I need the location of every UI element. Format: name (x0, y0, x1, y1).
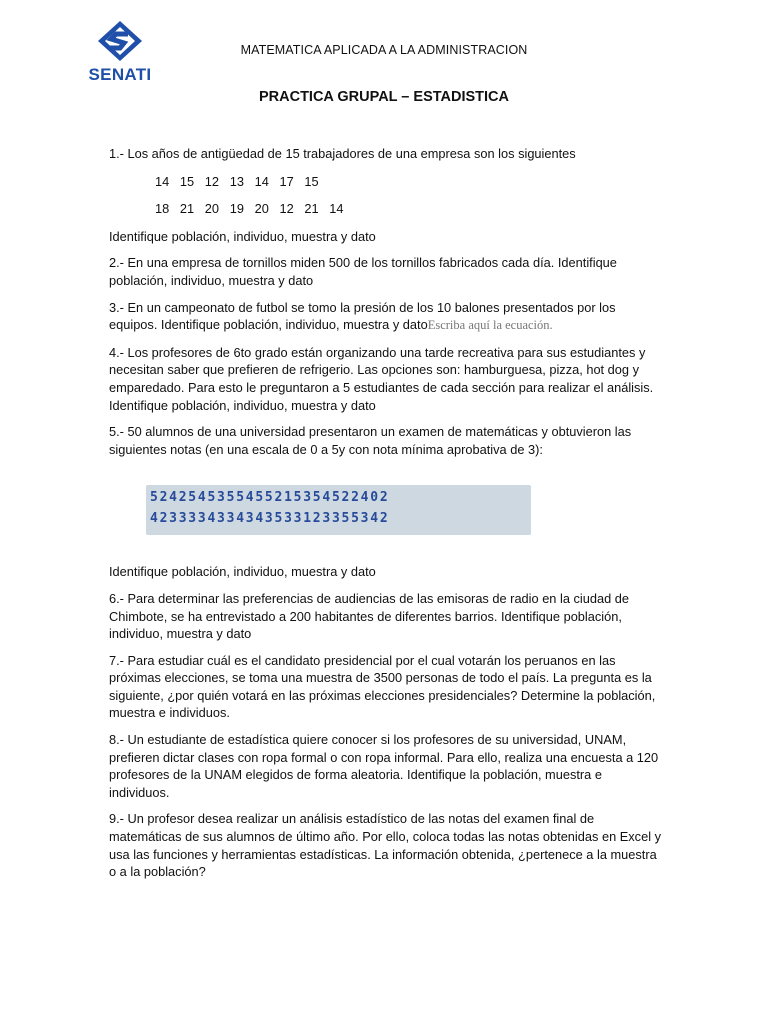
logo-text: SENATI (88, 65, 152, 84)
question-3 (109, 299, 661, 335)
question-1: 1.- Los años de antigüedad de 15 trabajadores de una empresa son los siguientes (109, 146, 576, 161)
question-6: 6.- Para determinar las preferencias de audiencias de las emisoras de radio en la ciudad de Chimbote, se ha entrevistado a 200 habitantes de diferentes barrios. Identifique población, individuo, muestra y dato (109, 590, 629, 642)
question-7: 7.- Para estudiar cuál es el candidato presidencial por el cual votarán los peruanos en las próximas elecciones, se toma una muestra de 3500 personas de todo el país. La pregunta es la siguiente, ¿por quién votará en las próximas elecciones presidenciales? Determine la población, muestra e individuos. (109, 652, 656, 721)
question-4: 4.- Los profesores de 6to grado están organizando una tarde recreativa para sus estudiantes y necesitan saber que prefieren de refrigerio. Las opciones son: hamburguesa, pizza, hot dog y emparedado. Para esto le preguntaron a 5 estudiantes de cada sección para realizar el análisis. Identifique población, individuo, muestra y dato (109, 344, 654, 413)
document-title: PRACTICA GRUPAL – ESTADISTICA (258, 89, 509, 105)
question-1-ask: Identifique población, individuo, muestra y dato (109, 228, 376, 244)
grades-row-1: 5242545355455215354522402 (150, 490, 390, 506)
exercise-list (109, 145, 661, 881)
data-row-2: 18 21 20 19 20 12 21 14 (155, 201, 344, 217)
question-5-ask: Identifique población, individuo, muestra y dato (109, 564, 376, 580)
equation-placeholder[interactable]: Escriba aquí la ecuación. (427, 318, 553, 333)
question-2: 2.- En una empresa de tornillos miden 500 de los tornillos fabricados cada día. Identifique población, individuo, muestra y dato (109, 255, 617, 288)
question-9: 9.- Un profesor desea realizar un análisis estadístico de las notas del examen final de matemáticas de sus alumnos de último año. Por ello, coloca todas las notas obtenidas en Excel y usa las funciones y herramientas estadísticas. La información obtenida, ¿pertenece a la muestra o a la población? (109, 811, 661, 880)
question-8: 8.- Un estudiante de estadística quiere conocer si los profesores de su universidad, UNAM, prefieren dictar clases con ropa formal o con ropa informal. Para ello, realiza una encuesta a 120 profesores de la UNAM elegidos de forma aleatoria. Identifique la población, muestra e individuos. (109, 732, 659, 800)
header-title: MATEMATICA APLICADA A LA ADMINISTRACION (240, 43, 528, 57)
question-5: 5.- 50 alumnos de una universidad presentaron un examen de matemáticas y obtuvieron las siguientes notas (en una escala de 0 a 5y con nota mínima aprobativa de 3): (109, 424, 632, 457)
grades-row-2: 4233334334343533123355342 (150, 511, 390, 527)
grades-image (146, 485, 531, 535)
data-row-1: 14 15 12 13 14 17 15 (155, 173, 319, 189)
question-3-text: 3.- En un campeonato de futbol se tomo la presión de los 10 balones presentados por los equipos. Identifique población, individuo, muestra y dato (109, 299, 616, 333)
